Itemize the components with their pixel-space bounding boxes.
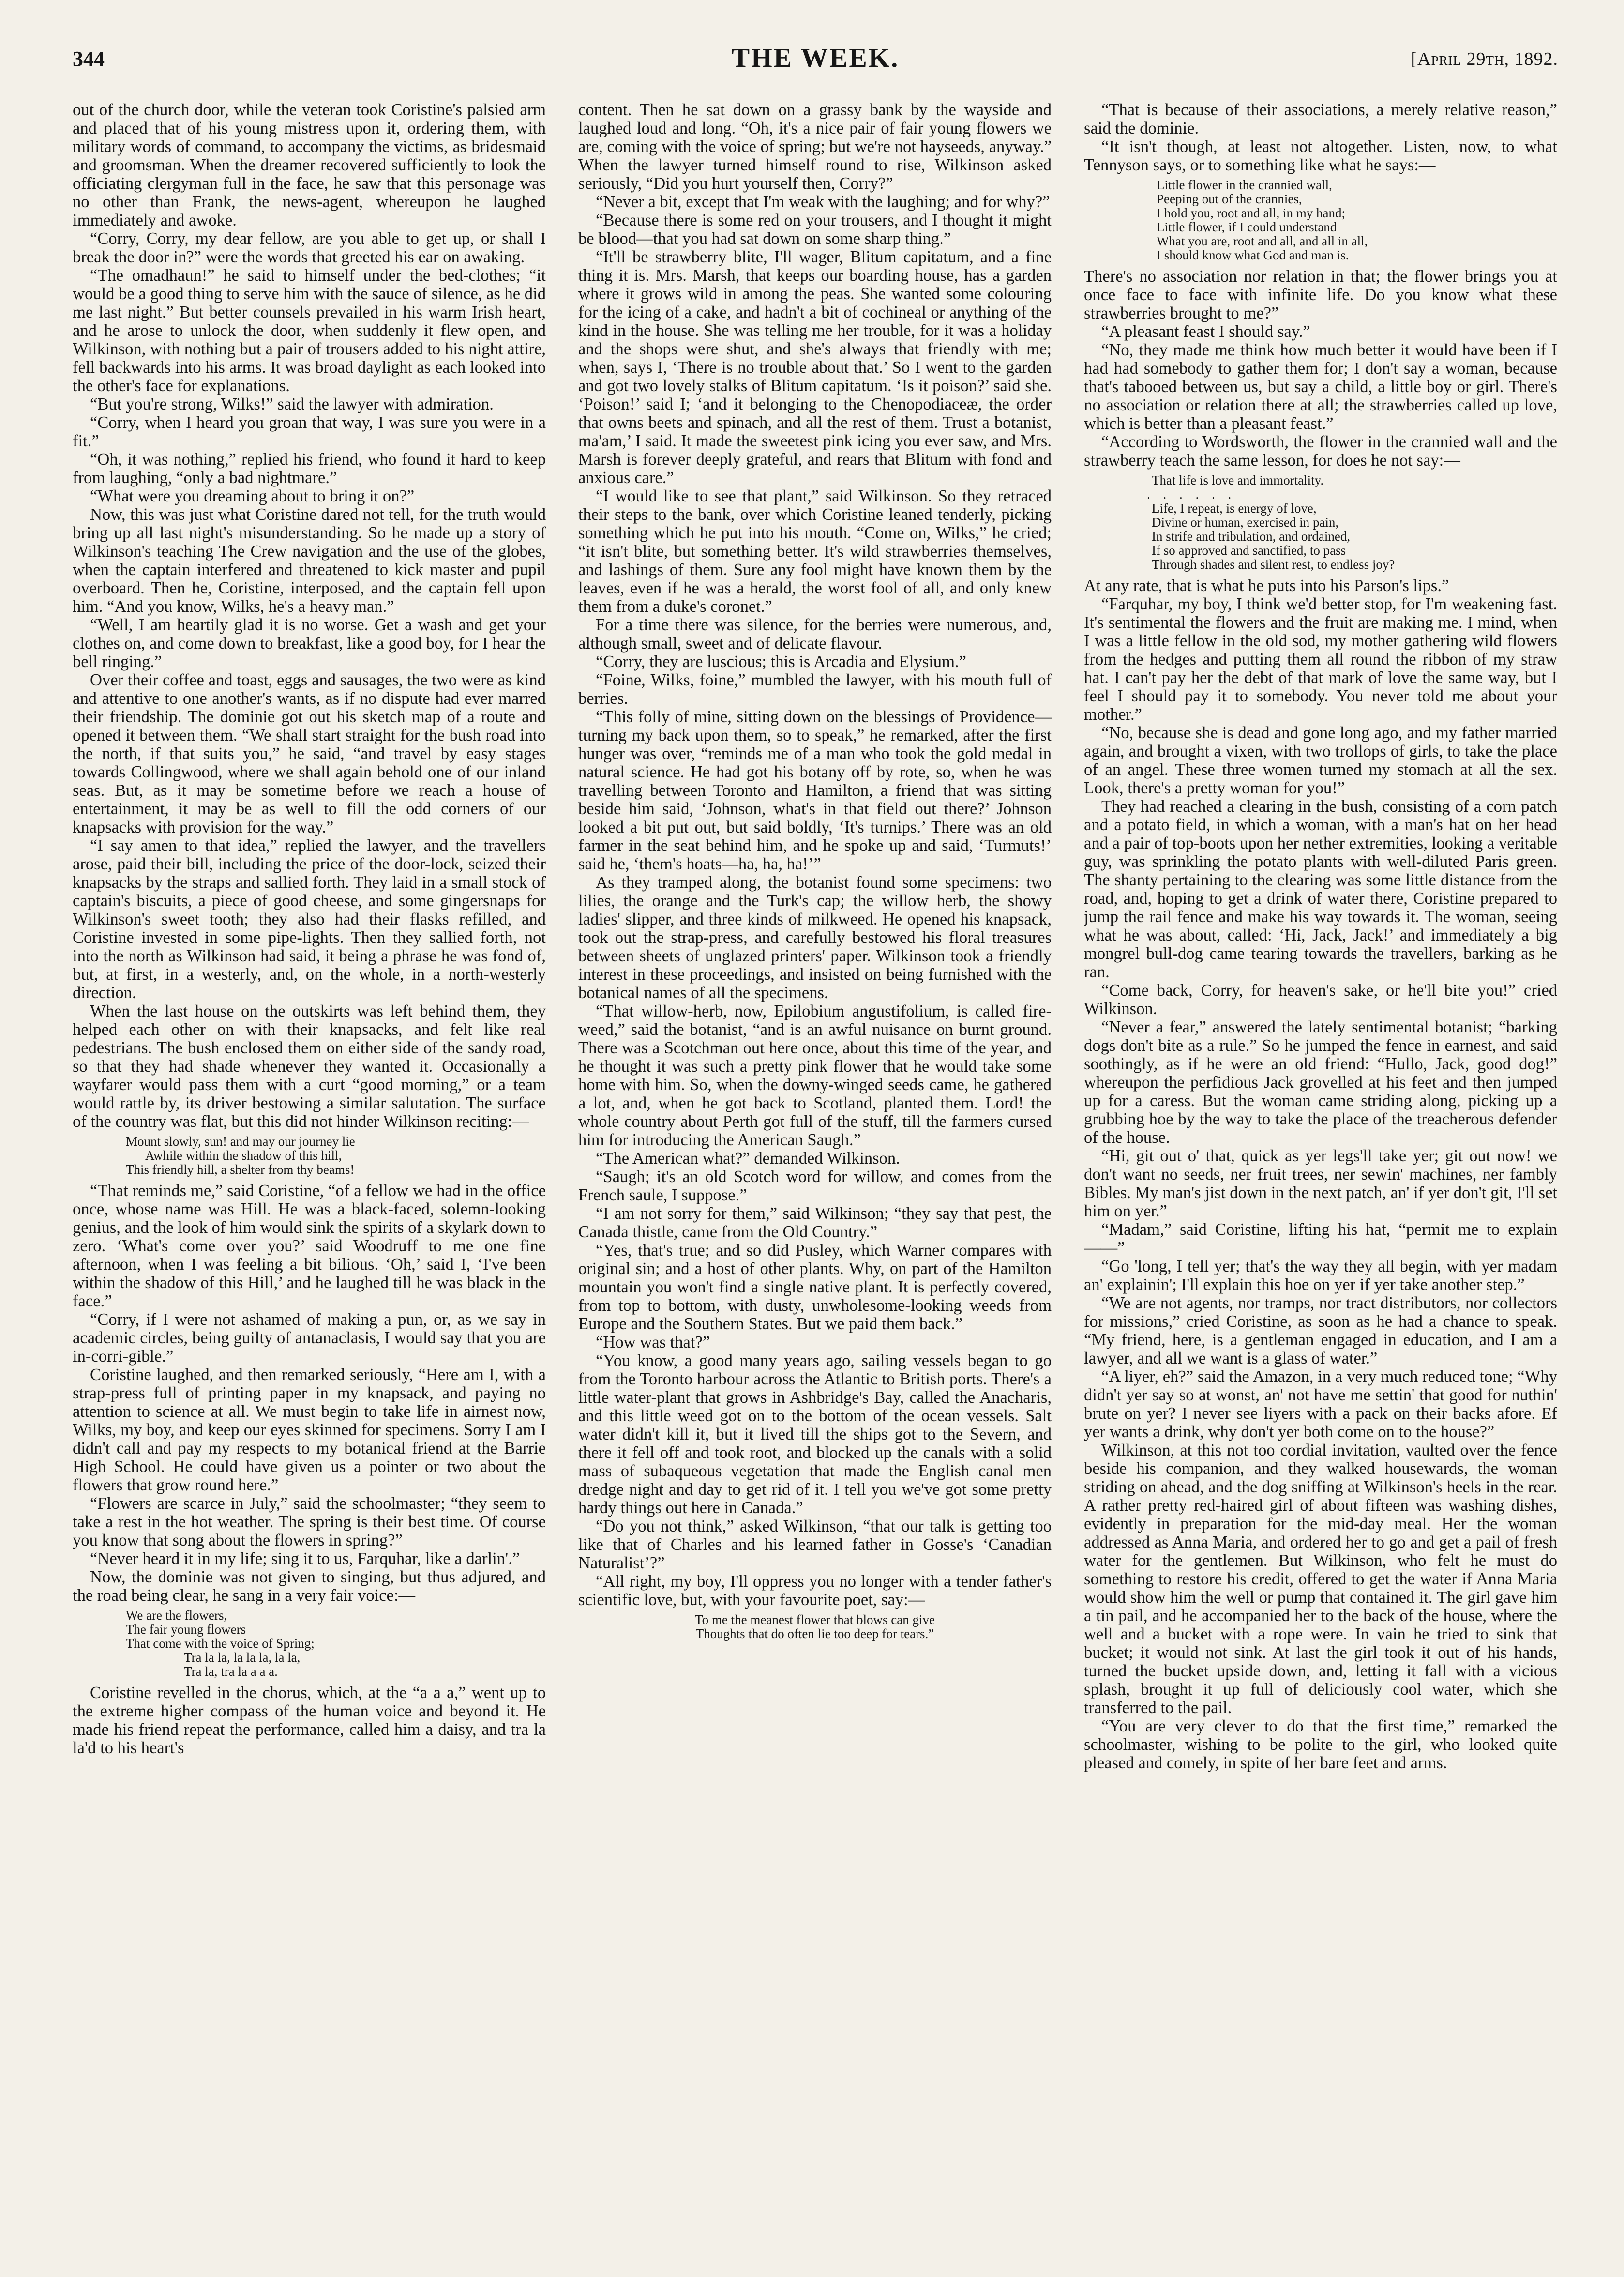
paragraph: “Yes, that's true; and so did Pusley, which Warner compares with original sin; and a host of other plants. Why, on part of the Hamilton mountain you won't find a single native plant. It is perfectly covered, from top to bottom, with dusty, unwholesome-looking weeds from Europe and the Southern States. But we paid them back.” <box>578 1241 1052 1333</box>
verse-line: I hold you, root and all, in my hand; <box>1157 206 1345 220</box>
paragraph: Coristine laughed, and then remarked seriously, “Here am I, with a strap-press full of printing paper in my knapsack, and paying no attention to science at all. We must begin to take life in airnest now, Wilks, my boy, and keep our eyes skinned for specimens. Sorry I am I didn't call and pay my respects to my botanical friend at the Barrie High School. He could have given us a pointer or two about the flowers that grow round here.” <box>73 1366 546 1494</box>
verse-line: If so approved and sanctified, to pass <box>1152 543 1346 558</box>
paragraph: out of the church door, while the veteran took Coristine's palsied arm and placed that of his young mistress upon it, ordering them, with military words of command, to accompany the victims, as bridesmaid and groomsman. When the dreamer recovered sufficiently to look the officiating clergyman full in the face, he saw that this personage was no other than Frank, the news-agent, whereupon he laughed immediately and awoke. <box>73 101 546 229</box>
paragraph: “We are not agents, nor tramps, nor tract distributors, nor collectors for missions,” cried Coristine, as soon as he had a chance to speak. “My friend, here, is a gentleman engaged in education, and I am a lawyer, and all we want is a glass of water.” <box>1084 1294 1557 1367</box>
verse-hill <box>73 1135 546 1177</box>
verse-line: Tra la la, la la la, la la, <box>184 1650 301 1665</box>
paragraph: When the last house on the outskirts was left behind them, they helped each other on with their knapsacks, and felt like real pedestrians. The bush enclosed them on either side of the sandy road, so that they had shade whenever they wanted it. Occasionally a wayfarer would pass them with a curt “good morning,” or a team would rattle by, its driver bestowing a similar salutation. The surface of the country was flat, but this did not hinder Wilkinson reciting:— <box>73 1002 546 1131</box>
paragraph: content. Then he sat down on a grassy bank by the wayside and laughed loud and long. “Oh, it's a nice pair of fair young flowers we are, coming with the voice of spring; but we're not hayseeds, anyway.” When the lawyer turned himself round to rise, Wilkinson asked seriously, “Did you hurt yourself then, Corry?” <box>578 101 1052 193</box>
paragraph: “According to Wordsworth, the flower in the crannied wall and the strawberry teach the same lesson, for does he not say:— <box>1084 433 1557 470</box>
verse-line: Little flower in the crannied wall, <box>1157 178 1332 192</box>
col1-paragraphs-c <box>73 1684 546 1757</box>
verse-line: Peeping out of the crannies, <box>1157 192 1302 206</box>
paragraph: “I am not sorry for them,” said Wilkinson; “they say that pest, the Canada thistle, came from the Old Country.” <box>578 1204 1052 1241</box>
paragraph: “It'll be strawberry blite, I'll wager, Blitum capitatum, and a fine thing it is. Mrs. Marsh, that keeps our boarding house, has a garden where it grows wild in among the peas. She wanted some colouring for the icing of a cake, and hadn't a bit of cochineal or anything of the kind in the house. She was telling me her trouble, for it was a holiday and the shops were shut, and she's always that friendly with me; when, says I, ‘There is no trouble about that.’ So I went to the garden and got two lovely stalks of Blitum capitatum. ‘Is it poison?’ said she. ‘Poison!’ said I; ‘and it belonging to the Chenopodiaceæ, the order that owns beets and spinach, and all the rest of them. Trust a botanist, ma'am,’ I said. It made the sweetest pink icing you ever saw, and Mrs. Marsh is forever deeply grateful, and rears that Blitum with fond and anxious care.” <box>578 248 1052 487</box>
paragraph: “That reminds me,” said Coristine, “of a fellow we had in the office once, whose name was Hill. He was a black-faced, solemn-looking genius, and the look of him would sink the spirits of a skylark down to zero. ‘What's come over you?’ said Woodruff to me one fine afternoon, when I was feeling a bit bilious. ‘Oh,’ said I, ‘I've been within the shadow of this Hill,’ and he laughed till he was black in the face.” <box>73 1182 546 1310</box>
paragraph: For a time there was silence, for the berries were numerous, and, although small, sweet and of delicate flavour. <box>578 616 1052 653</box>
paragraph: “Farquhar, my boy, I think we'd better stop, for I'm weakening fast. It's sentimental the flowers and the fruit are making me. I mind, when I was a little fellow in the old sod, my mother gathering wild flowers from the hedges and putting them all round the ribbon of my straw hat. I can't pay her the debt of that mark of love the same way, but I feel I should pay it to somebody. You never told me about your mother.” <box>1084 595 1557 724</box>
paragraph: “A pleasant feast I should say.” <box>1101 322 1310 341</box>
paragraph: “Never a bit, except that I'm weak with the laughing; and for why?” <box>596 193 1050 211</box>
paragraph: “I say amen to that idea,” replied the lawyer, and the travellers arose, paid their bill, including the price of the door-lock, seized their knapsacks by the straps and sallied forth. They laid in a small stock of captain's biscuits, a piece of good cheese, and some gingersnaps for Wilkinson's sweet tooth; they also had their flasks refilled, and Coristine invested in some pipe-lights. Then they sallied forth, not into the north as Wilkinson had said, it being a phrase he was fond of, but, at first, in a westerly, and, on the whole, in a north-westerly direction. <box>73 836 546 1002</box>
verse-line: Thoughts that do often lie too deep for tears.” <box>695 1626 934 1641</box>
paragraph: “No, because she is dead and gone long ago, and my father married again, and brought a vixen, with two trollops of girls, to take the place of an angel. These three women turned my stomach at all the sex. Look, there's a pretty woman for you!” <box>1084 724 1557 797</box>
verse-flowers <box>73 1609 546 1679</box>
paragraph: “Madam,” said Coristine, lifting his hat, “permit me to explain ——” <box>1084 1220 1557 1257</box>
paragraph: “Oh, it was nothing,” replied his friend, who found it hard to keep from laughing, “only a bad nightmare.” <box>73 450 546 487</box>
paragraph: “All right, my boy, I'll oppress you no longer with a tender father's scientific love, but, with your favourite poet, say:— <box>578 1572 1052 1609</box>
col3-paragraphs-c <box>1084 577 1557 1772</box>
paragraph: Now, the dominie was not given to singing, but thus adjured, and the road being clear, he sang in a very fair voice:— <box>73 1568 546 1605</box>
col1-paragraphs <box>73 101 546 1131</box>
paragraph: “Corry, if I were not ashamed of making a pun, or, as we say in academic circles, being guilty of antanaclasis, I would say that you are in-corri-gible.” <box>73 1310 546 1366</box>
paragraph: “I would like to see that plant,” said Wilkinson. So they retraced their steps to the bank, over which Coristine leaned tenderly, picking something which he put into his mouth. “Come on, Wilks,” he cried; “it isn't blite, but something better. It's wild strawberries themselves, and lashings of them. Sure any fool might have known them by the leaves, even if he was a herald, the worst fool of all, and only knew them from a duke's coronet.” <box>578 487 1052 616</box>
paragraph: There's no association nor relation in that; the flower brings you at once face to face with infinite life. Do you know what these strawberries brought to me?” <box>1084 267 1557 322</box>
column-middle <box>578 101 1052 2240</box>
paragraph: “A liyer, eh?” said the Amazon, in a very much reduced tone; “Why didn't yer say so at wonst, an' not have me settin' that good for nuthin' brute on yer? I never see liyers with a pack on their backs afore. Ef yer wants a drink, why don't yer both come on to the house?” <box>1084 1367 1557 1441</box>
verse-tennyson <box>1084 178 1557 262</box>
paragraph: “Because there is some red on your trousers, and I thought it might be blood—that you had sat down on some sharp thing.” <box>578 211 1052 248</box>
paragraph: “Corry, they are luscious; this is Arcadia and Elysium.” <box>596 653 966 671</box>
column-right <box>1084 101 1557 2240</box>
verse-line: Little flower, if I could understand <box>1157 220 1337 234</box>
verse-line: This friendly hill, a shelter from thy beams! <box>126 1162 355 1177</box>
paragraph: “You know, a good many years ago, sailing vessels began to go from the Toronto harbour across the Atlantic to British ports. There's a little water-plant that grows in Ashbridge's Bay, called the Anacharis, and this little weed got on to the bottom of the ocean vessels. Salt water didn't kill it, but it lived till the ships got to the Severn, and there it fell off and took root, and blocked up the canals with a solid mass of subaqueous vegetation that made the English canal men dredge night and day to get rid of it. I tell you we've got some pretty hardy things out here in Canada.” <box>578 1351 1052 1517</box>
paragraph: “It isn't though, at least not altogether. Listen, now, to what Tennyson says, or to something like what he says:— <box>1084 137 1557 174</box>
verse-line: Mount slowly, sun! and may our journey lie <box>126 1134 355 1149</box>
page-header <box>73 43 1558 84</box>
verse-line: Life, I repeat, is energy of love, <box>1152 501 1317 516</box>
paragraph: “But you're strong, Wilks!” said the lawyer with admiration. <box>90 395 494 413</box>
paragraph: “That willow-herb, now, Epilobium angustifolium, is called fire-weed,” said the botanist, “and is an awful nuisance on burnt ground. There was a Scotchman out here once, about this time of the year, and he thought it was such a pretty pink flower that he would take some home with him. So, when the downy-winged seeds came, he gathered a lot, and, when he got back to Scotland, planted them. Lord! the whole country about Perth got full of the stuff, till the farmers cursed him for introducing the American Saugh.” <box>578 1002 1052 1149</box>
verse-wordsworth-love <box>1084 473 1557 572</box>
verse-line: To me the meanest flower that blows can give <box>695 1612 935 1627</box>
column-left <box>73 101 546 2240</box>
verse-wordsworth-flower <box>578 1613 1052 1641</box>
col3-paragraphs-b <box>1084 267 1557 470</box>
paragraph: Over their coffee and toast, eggs and sausages, the two were as kind and attentive to one another's wants, as if no dispute had ever marred their friendship. The dominie got out his sketch map of a route and opened it between them. “We shall start straight for the bush road into the north, if that suits you,” he said, “and travel by easy stages towards Collingwood, where we shall again behold one of our inland seas. But, as it may be sometime before we reach a house of entertainment, it may be as well to fill the odd corners of our knapsacks with provision for the way.” <box>73 671 546 836</box>
verse-line: Tra la, tra la a a a. <box>184 1664 278 1679</box>
paragraph: “Come back, Corry, for heaven's sake, or he'll bite you!” cried Wilkinson. <box>1084 981 1557 1018</box>
verse-line: Awhile within the shadow of this hill, <box>145 1148 342 1163</box>
verse-line: Through shades and silent rest, to endless joy? <box>1152 557 1395 572</box>
paragraph: “Foine, Wilks, foine,” mumbled the lawyer, with his mouth full of berries. <box>578 671 1052 708</box>
paragraph: “Never heard it in my life; sing it to us, Farquhar, like a darlin'.” <box>90 1549 520 1568</box>
paragraph: “Do you not think,” asked Wilkinson, “that our talk is getting too like that of Charles and his learned father in Gosse's ‘Canadian Naturalist’?” <box>578 1517 1052 1572</box>
col1-paragraphs-b <box>73 1182 546 1605</box>
verse-line: What you are, root and all, and all in all, <box>1157 234 1368 248</box>
paragraph: At any rate, that is what he puts into his Parson's lips.” <box>1084 577 1449 595</box>
verse-line: That come with the voice of Spring; <box>126 1636 315 1651</box>
verse-line: In strife and tribulation, and ordained, <box>1152 529 1351 544</box>
paragraph: “Corry, when I heard you groan that way, I was sure you were in a fit.” <box>73 413 546 450</box>
paragraph: Now, this was just what Coristine dared not tell, for the truth would bring up all last night's misunderstanding. So he made up a story of Wilkinson's teaching The Crew navigation and the use of the globes, when the captain interfered and threatened to kick master and pupil overboard. Then he, Coristine, interposed, and the captain fell upon him. “And you know, Wilks, he's a heavy man.” <box>73 505 546 616</box>
paragraph: “Hi, git out o' that, quick as yer legs'll take yer; git out now! we don't want no seeds, ner fruit trees, ner sewin' machines, ner fambly Bibles. My man's jist down in the next patch, an' if yer don't git, I'll set him on yer.” <box>1084 1147 1557 1220</box>
page-number: 344 <box>73 47 105 71</box>
issue-date: [April 29th, 1892. <box>1411 49 1558 69</box>
verse-line: The fair young flowers <box>126 1622 246 1637</box>
verse-line: . . . . . . <box>1147 487 1236 501</box>
verse-line: Divine or human, exercised in pain, <box>1152 515 1339 530</box>
paragraph: “Saugh; it's an old Scotch word for willow, and comes from the French saule, I suppose.” <box>578 1168 1052 1204</box>
paragraph: “This folly of mine, sitting down on the blessings of Providence—turning my back upon them, so to speak,” he remarked, after the first hunger was over, “reminds me of a man who took the gold medal in natural science. He had got his botany off by rote, so, when he was travelling between Toronto and Hamilton, a friend that was sitting beside him said, ‘Johnson, what's in that field out there?’ Johnson looked a bit put out, but said boldly, ‘It's turnips.’ There was an old farmer in the seat behind him, and he spoke up and said, ‘Turmuts!’ said he, ‘them's hoats—ha, ha, ha!’” <box>578 708 1052 873</box>
paragraph: “Flowers are scarce in July,” said the schoolmaster; “they seem to take a rest in the hot weather. The spring is their best time. Of course you know that song about the flowers in spring?” <box>73 1494 546 1549</box>
col3-paragraphs <box>1084 101 1557 174</box>
paragraph: “Corry, Corry, my dear fellow, are you able to get up, or shall I break the door in?” were the words that greeted his ear on awaking. <box>73 229 546 266</box>
paragraph: “No, they made me think how much better it would have been if I had had somebody to gather them for; I don't say a woman, because that's tabooed between us, but say a child, a little boy or girl. There's no association or relation there at all; the strawberries called up love, which is better than a pleasant feast.” <box>1084 341 1557 433</box>
masthead-title: THE WEEK. <box>731 43 900 73</box>
paragraph: “The American what?” demanded Wilkinson. <box>596 1149 900 1168</box>
paragraph: “How was that?” <box>596 1333 710 1351</box>
paragraph: “What were you dreaming about to bring it on?” <box>90 487 415 505</box>
paragraph: “That is because of their associations, a merely relative reason,” said the dominie. <box>1084 101 1557 137</box>
paragraph: “Go 'long, I tell yer; that's the way they all begin, with yer madam an' explainin'; I'll explain this hoe on yer if yer take another step.” <box>1084 1257 1557 1294</box>
paragraph: They had reached a clearing in the bush, consisting of a corn patch and a potato field, in which a woman, with a man's hat on her head and a pair of top-boots upon her nether extremities, looking a veritable guy, was sprinkling the potato plants with well-diluted Paris green. The shanty pertaining to the clearing was some little distance from the road, and, hoping to get a drink of water there, Coristine prepared to jump the rail fence and make his way towards it. The woman, seeing what he was about, called: ‘Hi, Jack, Jack!’ and immediately a big mongrel bull-dog came tearing towards the travellers, barking as he ran. <box>1084 797 1557 981</box>
paragraph: As they tramped along, the botanist found some specimens: two lilies, the orange and the Turk's cap; the willow herb, the showy ladies' slipper, and three kinds of milkweed. He opened his knapsack, took out the strap-press, and carefully bestowed his floral treasures between sheets of unglazed printers' paper. Wilkinson took a friendly interest in these proceedings, and insisted on being furnished with the botanical names of all the specimens. <box>578 873 1052 1002</box>
paragraph: Coristine revelled in the chorus, which, at the “a a a,” went up to the extreme higher compass of the human voice and beyond it. He made his friend repeat the performance, called him a daisy, and tra la la'd to his heart's <box>73 1684 546 1757</box>
col2-paragraphs <box>578 101 1052 1609</box>
paragraph: “You are very clever to do that the first time,” remarked the schoolmaster, wishing to be polite to the girl, who looked quite pleased and comely, in spite of her bare feet and arms. <box>1084 1717 1557 1772</box>
paragraph: “Well, I am heartily glad it is no worse. Get a wash and get your clothes on, and come down to breakfast, like a good boy, for I hear the bell ringing.” <box>73 616 546 671</box>
verse-line: We are the flowers, <box>126 1608 227 1623</box>
verse-line: That life is love and immortality. <box>1152 473 1324 487</box>
paragraph: “Never a fear,” answered the lately sentimental botanist; “barking dogs don't bite as a rule.” So he jumped the fence in earnest, and said soothingly, as if he were an old friend: “Hullo, Jack, good dog!” whereupon the perfidious Jack grovelled at his feet and then jumped up for a caress. But the woman came striding along, picking up a grubbing hoe by the way to take the place of the treacherous defender of the house. <box>1084 1018 1557 1147</box>
verse-line: I should know what God and man is. <box>1157 248 1349 262</box>
paragraph: “The omadhaun!” he said to himself under the bed-clothes; “it would be a good thing to serve him with the sauce of silence, as he did me last night.” But better counsels prevailed in his warm Irish heart, and he arose to unlock the door, when suddenly it flew open, and Wilkinson, with nothing but a pair of trousers added to his night attire, fell backwards into his arms. It was broad daylight as each looked into the other's face for explanations. <box>73 266 546 395</box>
paragraph: Wilkinson, at this not too cordial invitation, vaulted over the fence beside his companion, and they walked housewards, the woman striding on ahead, and the dog sniffing at Wilkinson's heels in the rear. A rather pretty red-haired girl of about fifteen was washing dishes, evidently in preparation for the mid-day meal. Her the woman addressed as Anna Maria, and ordered her to go and get a pail of fresh water for the gentlemen. But Wilkinson, who felt he must do something to restore his credit, offered to get the water if Anna Maria would show him the well or pump that contained it. The girl gave him a tin pail, and he accompanied her to the back of the house, where the well and a bucket with a rope were. In vain he tried to sink that bucket; it would not sink. At last the girl took it out of his hands, turned the bucket upside down, and, letting it fall with a vicious splash, brought it up full of deliciously cool water, which she transferred to the pail. <box>1084 1441 1557 1717</box>
